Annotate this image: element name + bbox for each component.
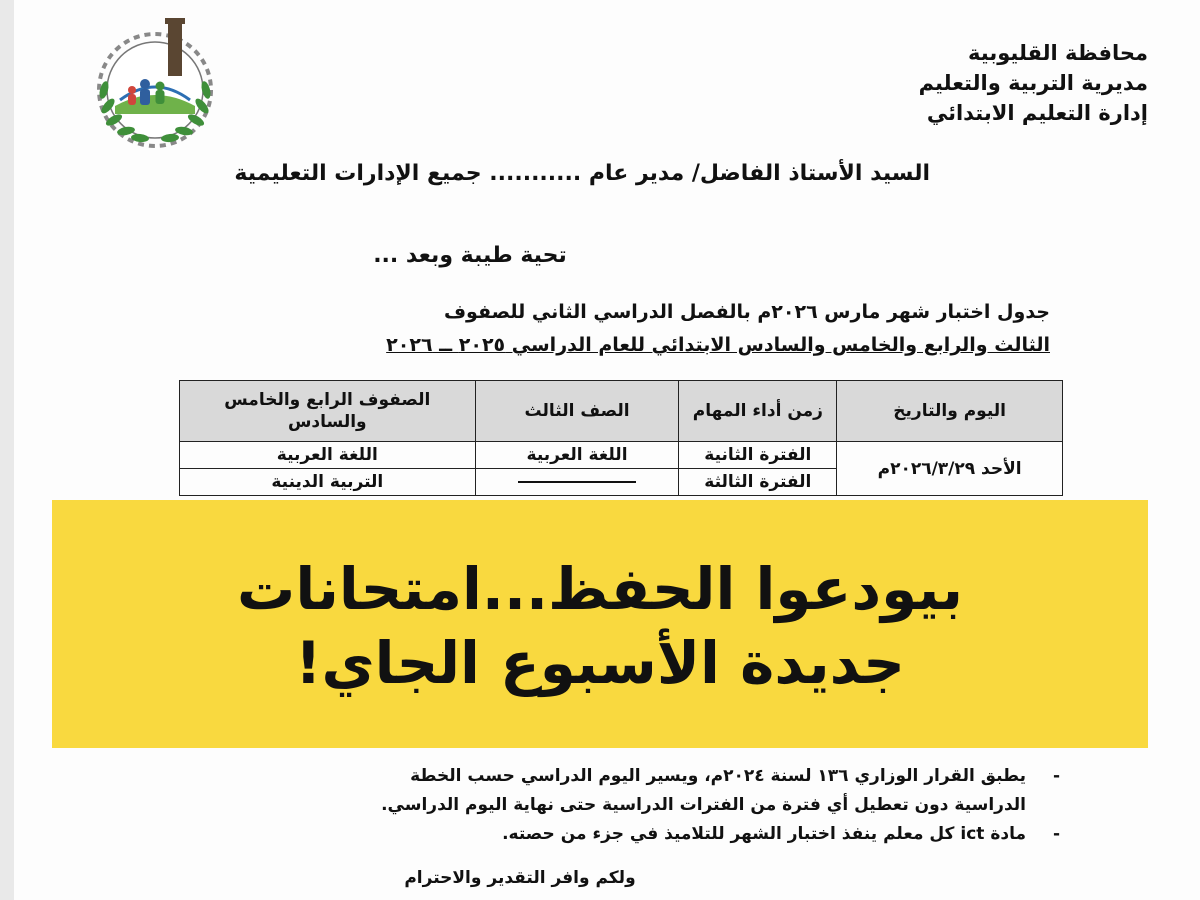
letter-greeting: تحية طيبة وبعد ... — [373, 243, 567, 268]
note-bullet: - — [1052, 766, 1060, 786]
grades-four-to-six-subject: التربية الدينية — [180, 469, 476, 496]
exam-schedule-table — [179, 380, 1063, 496]
header-organization — [919, 38, 1148, 128]
headline-line1: بيودعوا الحفظ...امتحانات — [237, 555, 963, 623]
administration-name: إدارة التعليم الابتدائي — [926, 101, 1148, 125]
header-grade-three: الصف الثالث — [475, 381, 679, 442]
period-cell: الفترة الثانية — [679, 442, 837, 469]
letter-notes — [180, 762, 1060, 849]
note-bullet: - — [1052, 824, 1060, 844]
page-edge — [0, 0, 14, 900]
headline-line2: جديدة الأسبوع الجاي! — [295, 629, 905, 697]
note-item — [180, 820, 1060, 849]
period-cell: الفترة الثالثة — [679, 469, 837, 496]
grades-four-to-six-subject: اللغة العربية — [180, 442, 476, 469]
note-item — [180, 762, 1060, 820]
headline-text — [52, 552, 1148, 700]
note-line: يطبق القرار الوزاري ١٣٦ لسنة ٢٠٢٤م، ويسير اليوم الدراسي حسب الخطة — [410, 766, 1026, 786]
headline-banner — [52, 500, 1148, 748]
grade-three-subject: اللغة العربية — [475, 442, 679, 469]
note-line: الدراسية دون تعطيل أي فترة من الفترات الدراسية حتى نهاية اليوم الدراسي. — [381, 795, 1026, 815]
letter-closing: ولكم وافر التقدير والاحترام — [404, 868, 636, 888]
header-grades-four-to-six: الصفوف الرابع والخامس والسادس — [180, 381, 476, 442]
day-date-cell: الأحد ٢٠٢٦/٣/٢٩م — [837, 442, 1063, 496]
governorate-name: محافظة القليوبية — [968, 41, 1148, 65]
grade-three-subject-empty — [475, 469, 679, 496]
letter-salutation: السيد الأستاذ الفاضل/ مدير عام ........... جميع الإدارات التعليمية — [234, 161, 930, 186]
empty-dash — [518, 481, 636, 483]
header-day-date: اليوم والتاريخ — [837, 381, 1063, 442]
note-line: مادة ict كل معلم ينفذ اختبار الشهر للتلاميذ في جزء من حصته. — [502, 824, 1026, 844]
schedule-title-line2: الثالث والرابع والخامس والسادس الابتدائي للعام الدراسي ٢٠٢٥ ــ ٢٠٢٦ — [386, 334, 1050, 356]
table-header-row — [180, 381, 1063, 442]
schedule-title-line1: جدول اختبار شهر مارس ٢٠٢٦م بالفصل الدراسي الثاني للصفوف — [443, 301, 1050, 323]
directorate-seal-icon — [70, 14, 240, 154]
schedule-title — [150, 296, 1050, 362]
header-task-time: زمن أداء المهام — [679, 381, 837, 442]
directorate-name: مديرية التربية والتعليم — [918, 71, 1148, 95]
table-row — [180, 442, 1063, 469]
